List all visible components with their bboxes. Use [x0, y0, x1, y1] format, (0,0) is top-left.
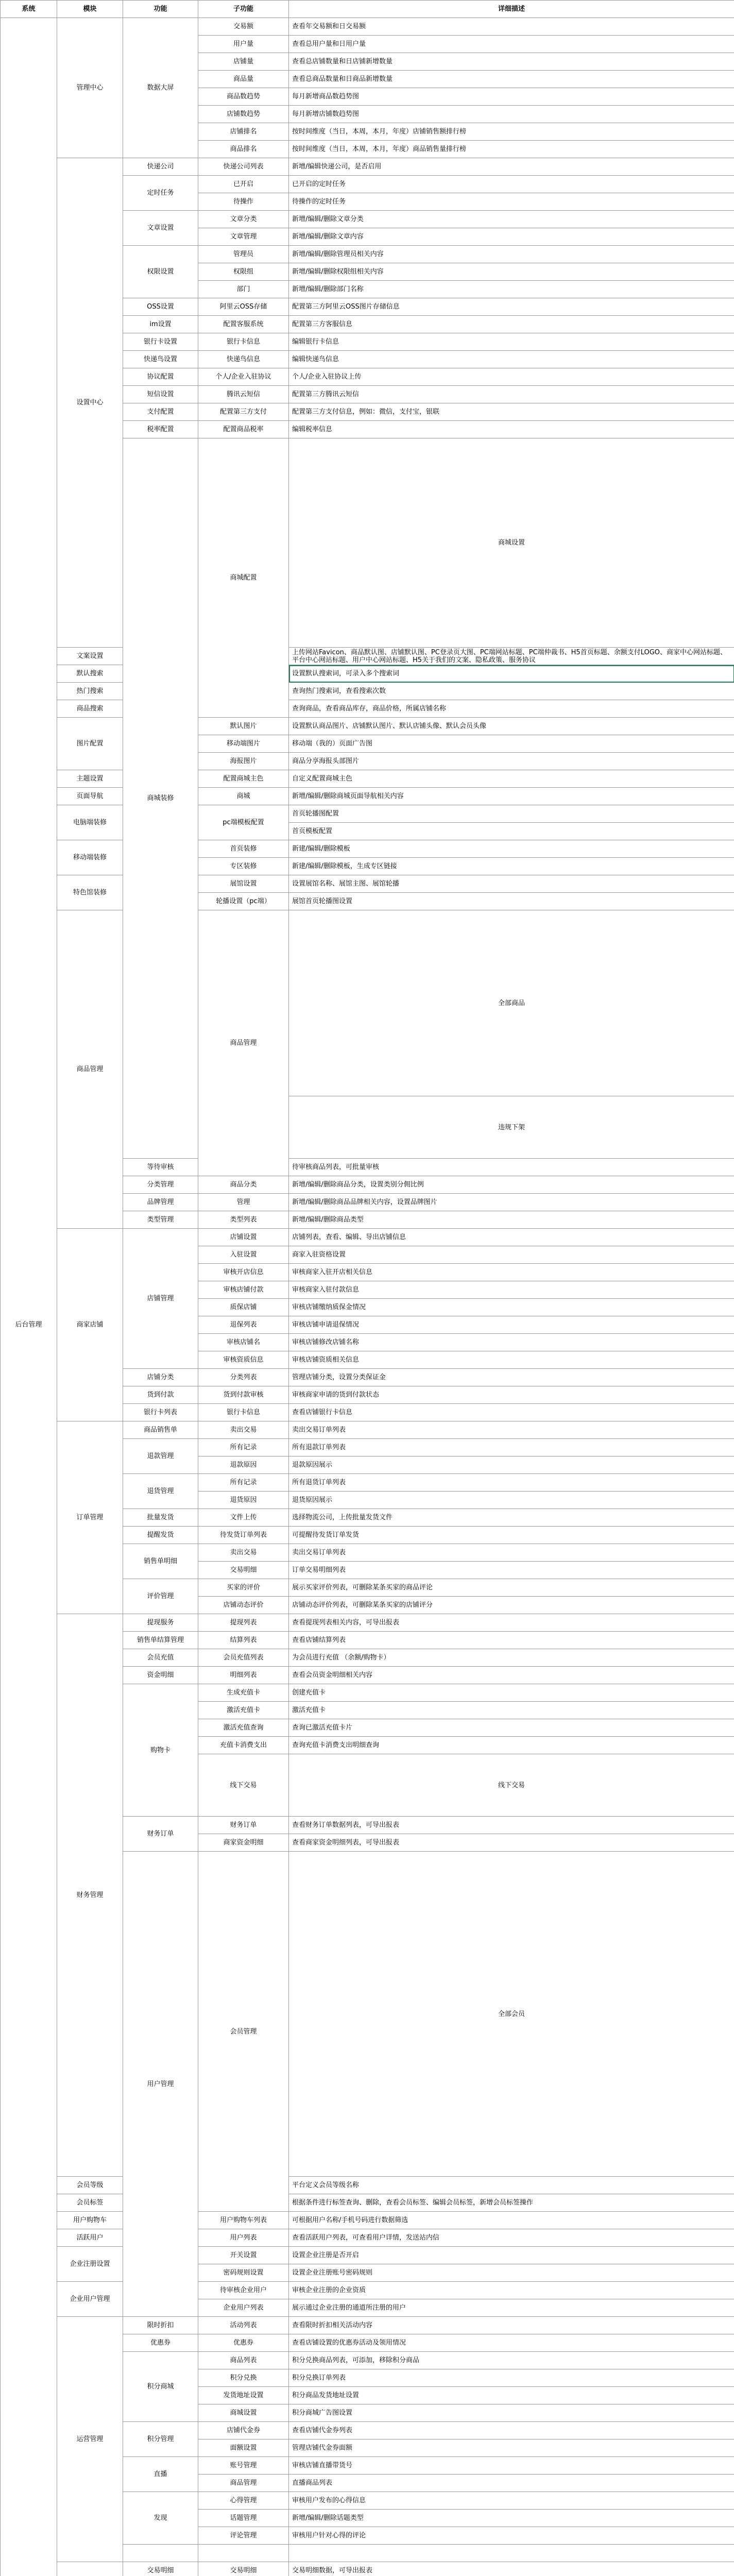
description-cell[interactable]: 查看会员资金明细相关内容 [289, 1667, 734, 1684]
subfunction-cell[interactable]: 管理员 [198, 246, 289, 263]
function-cell[interactable]: 图片配置 [57, 718, 123, 770]
function-cell[interactable]: 税率配置 [123, 421, 198, 438]
description-cell[interactable]: 查询充值卡消费支出明细查询 [289, 1737, 734, 1754]
description-cell[interactable]: 新增/编辑快递公司，是否启用 [289, 158, 734, 176]
description-cell[interactable]: 首页轮播图配置 [289, 805, 734, 823]
description-cell[interactable]: 积分商品发货地址设置 [289, 2387, 734, 2404]
description-cell[interactable]: 退货原因展示 [289, 1492, 734, 1509]
description-cell[interactable]: 查看限时折扣相关活动内容 [289, 2317, 734, 2334]
subfunction-cell[interactable]: 用户列表 [198, 2229, 289, 2247]
header-row [1, 1, 734, 18]
description-cell[interactable]: 可提醒待发货订单发货 [289, 1527, 734, 1544]
table-row [1, 770, 734, 788]
subfunction-cell[interactable]: 银行卡信息 [198, 1404, 289, 1421]
subfunction-cell[interactable]: 待操作 [198, 193, 289, 211]
description-cell[interactable]: 自定义配置商城主色 [289, 770, 734, 788]
table-row [1, 2212, 734, 2229]
description-cell[interactable]: 移动端（我的）页面广告图 [289, 735, 734, 753]
subfunction-cell[interactable]: 等待审核 [123, 1159, 198, 1176]
subfunction-cell[interactable]: 明细列表 [198, 1667, 289, 1684]
function-cell[interactable]: 数据大屏 [123, 18, 198, 158]
subfunction-cell[interactable]: 文件上传 [198, 1509, 289, 1527]
description-cell[interactable]: 设置展馆名称、展馆主图、展馆轮播 [289, 875, 734, 893]
table-row [1, 718, 734, 735]
description-cell[interactable]: 个人/企业入驻协议上传 [289, 368, 734, 386]
subfunction-cell[interactable]: 退保列表 [198, 1316, 289, 1334]
function-cell[interactable]: 发现 [123, 2492, 198, 2545]
module-cell[interactable]: 运营管理 [57, 2317, 123, 2562]
function-cell[interactable]: 活跃用户 [57, 2229, 123, 2247]
subfunction-cell[interactable]: 财务订单 [198, 1817, 289, 1834]
function-cell[interactable]: 店铺管理 [123, 1229, 198, 1369]
description-cell[interactable]: 按时间维度（当日，本周，本月，年度）商品销售量排行榜 [289, 141, 734, 158]
module-cell[interactable]: 财务管理 [57, 1614, 123, 2177]
subfunction-cell[interactable]: 质保店铺 [198, 1299, 289, 1316]
subfunction-cell[interactable]: 默认图片 [198, 718, 289, 735]
function-cell[interactable]: 电脑端装修 [57, 805, 123, 840]
subfunction-cell[interactable]: 腾讯云短信 [198, 386, 289, 403]
subfunction-cell[interactable]: 活动列表 [198, 2317, 289, 2334]
subfunction-cell[interactable]: 激活充值卡 [198, 1702, 289, 1719]
description-cell[interactable]: 每月新增店铺数趋势图 [289, 106, 734, 123]
module-cell[interactable]: 设置中心 [57, 158, 123, 648]
subfunction-cell[interactable]: 线下交易 [289, 1754, 734, 1817]
description-cell[interactable] [289, 2545, 734, 2562]
subfunction-cell[interactable]: 店铺设置 [198, 1229, 289, 1246]
table-row [1, 683, 734, 700]
description-cell[interactable]: 设置企业注册是否开启 [289, 2247, 734, 2264]
description-cell[interactable]: 编辑快递鸟信息 [289, 351, 734, 368]
description-cell[interactable]: 管理店铺分类，设置分类保证金 [289, 1369, 734, 1386]
function-cell[interactable]: 企业注册设置 [57, 2247, 123, 2282]
header-system[interactable]: 系统 [1, 1, 57, 18]
subfunction-cell[interactable]: 文章管理 [198, 228, 289, 246]
subfunction-cell[interactable]: 默认搜索 [57, 665, 123, 683]
description-cell[interactable]: 查询热门搜索词，查看搜索次数 [289, 683, 734, 700]
function-cell[interactable]: 支付配置 [123, 403, 198, 421]
table-row [1, 875, 734, 893]
header-module[interactable]: 模块 [57, 1, 123, 18]
header-subfunction[interactable]: 子功能 [198, 1, 289, 18]
table-row [1, 805, 734, 823]
description-cell[interactable]: 设置默认商品图片、店铺默认图片、默认店铺头像、默认会员头像 [289, 718, 734, 735]
system-cell[interactable]: 后台管理 [1, 18, 57, 2576]
subfunction-cell[interactable]: 会员充值列表 [198, 1649, 289, 1667]
description-cell[interactable]: 新增/编辑/删除权限组相关内容 [289, 263, 734, 281]
description-cell[interactable]: 配置第三方腾讯云短信 [289, 386, 734, 403]
function-cell[interactable]: 货到付款 [123, 1386, 198, 1404]
description-cell[interactable]: 查询已激活充值卡片 [289, 1719, 734, 1737]
table-row [1, 910, 734, 1096]
function-cell[interactable]: 销售单明细 [123, 1544, 198, 1579]
subfunction-cell[interactable]: 移动端图片 [198, 735, 289, 753]
function-cell[interactable]: 退货管理 [123, 1474, 198, 1509]
function-cell[interactable]: 限时折扣 [123, 2317, 198, 2334]
description-cell[interactable]: 新增/编辑/删除商城页面导航相关内容 [289, 788, 734, 805]
subfunction-cell[interactable]: 违规下架 [289, 1096, 734, 1159]
table-row [1, 18, 734, 36]
subfunction-cell[interactable]: 首页装修 [198, 840, 289, 858]
subfunction-cell[interactable]: 商品列表 [198, 2352, 289, 2369]
description-cell[interactable]: 审核用户发布的心得信息 [289, 2492, 734, 2510]
function-cell[interactable]: 快递鸟设置 [123, 351, 198, 368]
description-cell[interactable]: 查看总用户量和日用户量 [289, 36, 734, 53]
description-cell[interactable]: 查看提现列表相关内容，可导出报表 [289, 1614, 734, 1632]
description-cell[interactable]: 查看店铺代金券列表 [289, 2422, 734, 2439]
subfunction-cell[interactable]: 审核资质信息 [198, 1351, 289, 1369]
subfunction-cell[interactable]: 卖出交易 [198, 1544, 289, 1562]
table-row [1, 788, 734, 805]
subfunction-cell[interactable]: 生成充值卡 [198, 1684, 289, 1702]
subfunction-cell[interactable]: 提现列表 [198, 1614, 289, 1632]
subfunction-cell[interactable]: 配置客服系统 [198, 316, 289, 333]
function-cell[interactable]: 销售单结算管理 [123, 1632, 198, 1649]
description-cell[interactable]: 每月新增商品数趋势图 [289, 88, 734, 106]
subfunction-cell[interactable]: 分类列表 [198, 1369, 289, 1386]
description-cell[interactable]: 新建/编辑/删除模板，生成专区链接 [289, 858, 734, 875]
subfunction-cell[interactable]: 面额设置 [198, 2439, 289, 2457]
subfunction-cell[interactable]: 所有记录 [198, 1474, 289, 1492]
function-cell[interactable]: 购物卡 [123, 1684, 198, 1817]
subfunction-cell[interactable]: 开关设置 [198, 2247, 289, 2264]
table-row [1, 665, 734, 683]
description-cell[interactable]: 新增/编辑/删除部门名称 [289, 281, 734, 298]
subfunction-cell[interactable]: 管理 [198, 1194, 289, 1211]
function-cell[interactable]: 交易明细 [123, 2562, 198, 2576]
subfunction-cell[interactable]: 心得管理 [198, 2492, 289, 2510]
module-cell[interactable] [57, 2562, 123, 2576]
subfunction-cell[interactable]: 海报图片 [198, 753, 289, 770]
description-cell[interactable]: 卖出交易订单列表 [289, 1421, 734, 1439]
description-cell[interactable]: 查看商家资金明细列表，可导出报表 [289, 1834, 734, 1852]
subfunction-cell[interactable]: 阿里云OSS存储 [198, 298, 289, 316]
module-cell[interactable]: 订单管理 [57, 1421, 123, 1614]
function-cell[interactable]: 商品销售单 [123, 1421, 198, 1439]
subfunction-cell[interactable]: 银行卡信息 [198, 333, 289, 351]
description-cell[interactable]: 积分兑换订单列表 [289, 2369, 734, 2387]
table-row [1, 1614, 734, 1632]
description-cell[interactable]: 查看店铺设置的优惠券活动及领用情况 [289, 2334, 734, 2352]
function-cell[interactable]: 会员管理 [198, 1852, 289, 2212]
function-cell[interactable]: 文章设置 [123, 211, 198, 246]
description-cell[interactable]: 所有退货订单列表 [289, 1474, 734, 1492]
description-cell[interactable]: 新建/编辑/删除模板 [289, 840, 734, 858]
function-cell[interactable]: OSS设置 [123, 298, 198, 316]
description-cell[interactable]: 配置第三方客服信息 [289, 316, 734, 333]
table-row [1, 2317, 734, 2334]
module-cell[interactable]: 商城装修 [123, 438, 198, 1159]
function-cell[interactable]: 商城配置 [198, 438, 289, 718]
subfunction-cell[interactable]: pc端模板配置 [198, 805, 289, 840]
subfunction-cell[interactable]: 个人/企业入驻协议 [198, 368, 289, 386]
table-row [1, 2282, 734, 2299]
description-cell[interactable]: 查看总商品数量和日商品新增数量 [289, 71, 734, 88]
description-cell[interactable]: 查看店铺银行卡信息 [289, 1404, 734, 1421]
subfunction-cell[interactable]: 企业用户列表 [198, 2299, 289, 2317]
subfunction-cell[interactable]: 积分兑换 [198, 2369, 289, 2387]
description-cell[interactable]: 退款原因展示 [289, 1456, 734, 1474]
subfunction-cell[interactable]: 待审核企业用户 [198, 2282, 289, 2299]
description-cell-selected[interactable]: 设置默认搜索词，可录入多个搜索词 [289, 665, 734, 683]
description-cell[interactable]: 平台定义会员等级名称 [289, 2177, 734, 2194]
subfunction-cell[interactable]: 快递公司列表 [198, 158, 289, 176]
table-row [1, 1421, 734, 1439]
function-cell[interactable]: 评价管理 [123, 1579, 198, 1614]
function-cell[interactable]: im设置 [123, 316, 198, 333]
subfunction-cell[interactable]: 会员等级 [57, 2177, 123, 2194]
description-cell[interactable]: 配置第三方阿里云OSS图片存储信息 [289, 298, 734, 316]
description-cell[interactable]: 上传网站Favicon、商品默认图、店铺默认图、PC登录页大图、PC端网站标题、PC端仲裁书、H5首页标题、余额支付LOGO、商家中心网站标题、平台中心网站标题、用户中心网站标题、H5关于我们的文案、隐私政策、服务协议 [289, 648, 734, 665]
subfunction-cell[interactable]: 交易额 [198, 18, 289, 36]
description-cell[interactable]: 积分商城广告图设置 [289, 2404, 734, 2422]
subfunction-cell[interactable]: 配置商品税率 [198, 421, 289, 438]
function-cell[interactable]: 分类管理 [123, 1176, 198, 1194]
subfunction-cell[interactable]: 入驻设置 [198, 1246, 289, 1264]
subfunction-cell[interactable]: 全部商品 [289, 910, 734, 1096]
description-cell[interactable]: 查看年交易额和日交易额 [289, 18, 734, 36]
description-cell[interactable]: 为会员进行充值 （余额/购物卡） [289, 1649, 734, 1667]
header-function[interactable]: 功能 [123, 1, 198, 18]
subfunction-cell[interactable]: 待发货订单列表 [198, 1527, 289, 1544]
subfunction-cell[interactable]: 专区装修 [198, 858, 289, 875]
subfunction-cell[interactable]: 部门 [198, 281, 289, 298]
subfunction-cell[interactable]: 交易明细 [198, 1562, 289, 1579]
description-cell[interactable]: 交易明细数据，可导出报表 [289, 2562, 734, 2576]
function-cell[interactable]: 品牌管理 [123, 1194, 198, 1211]
description-cell[interactable]: 新增/编辑/删除文章内容 [289, 228, 734, 246]
description-cell[interactable]: 审核店铺资质相关信息 [289, 1351, 734, 1369]
subfunction-cell[interactable]: 文案设置 [57, 648, 123, 665]
subfunction-cell[interactable]: 审核店铺名 [198, 1334, 289, 1351]
subfunction-cell[interactable]: 文章分类 [198, 211, 289, 228]
description-cell[interactable]: 查看财务订单数据列表，可导出报表 [289, 1817, 734, 1834]
subfunction-cell[interactable]: 商品量 [198, 71, 289, 88]
description-cell[interactable]: 审核商家入驻付款信息 [289, 1281, 734, 1299]
function-cell[interactable]: 用户购物车 [57, 2212, 123, 2229]
description-cell[interactable]: 审核店铺修改店铺名称 [289, 1334, 734, 1351]
description-cell[interactable]: 管理店铺代金券面额 [289, 2439, 734, 2457]
subfunction-cell[interactable]: 商品排名 [198, 141, 289, 158]
function-cell[interactable]: 移动端装修 [57, 840, 123, 875]
header-description[interactable]: 详细描述 [289, 1, 734, 18]
description-cell[interactable]: 新增/编辑/删除商品分类，设置类别分佣比例 [289, 1176, 734, 1194]
description-cell[interactable]: 编辑税率信息 [289, 421, 734, 438]
function-cell[interactable]: 提醒发货 [123, 1527, 198, 1544]
description-cell[interactable]: 展示买家评价列表，可删除某条买家的商品评论 [289, 1579, 734, 1597]
subfunction-cell[interactable]: 优惠券 [198, 2334, 289, 2352]
subfunction-cell[interactable]: 类型列表 [198, 1211, 289, 1229]
subfunction-cell[interactable]: 商品搜索 [57, 700, 123, 718]
subfunction-cell[interactable]: 店铺动态评价 [198, 1597, 289, 1614]
description-cell[interactable]: 首页模板配置 [289, 823, 734, 840]
table-row [1, 2562, 734, 2576]
subfunction-cell[interactable]: 快递鸟信息 [198, 351, 289, 368]
description-cell[interactable]: 店铺列表，查看、编辑、导出店铺信息 [289, 1229, 734, 1246]
table-row [1, 2229, 734, 2247]
function-cell[interactable]: 积分管理 [123, 2422, 198, 2457]
description-cell[interactable]: 所有退款订单列表 [289, 1439, 734, 1456]
subfunction-cell[interactable]: 发货地址设置 [198, 2387, 289, 2404]
module-cell[interactable]: 商家店铺 [57, 1229, 123, 1421]
description-cell[interactable]: 待操作的定时任务 [289, 193, 734, 211]
table-row [1, 2194, 734, 2212]
description-cell[interactable]: 编辑银行卡信息 [289, 333, 734, 351]
subfunction-cell[interactable]: 用户购物车列表 [198, 2212, 289, 2229]
function-cell[interactable]: 批量发货 [123, 1509, 198, 1527]
description-cell[interactable]: 商家入驻资格设置 [289, 1246, 734, 1264]
table-row [1, 1229, 734, 1246]
subfunction-cell[interactable] [198, 2545, 289, 2562]
description-cell[interactable]: 商品分享海报头部图片 [289, 753, 734, 770]
subfunction-cell[interactable]: 卖出交易 [198, 1421, 289, 1439]
description-cell[interactable]: 新增/编辑/删除商品品牌相关内容，设置品牌图片 [289, 1194, 734, 1211]
subfunction-cell[interactable]: 货到付款审核 [198, 1386, 289, 1404]
subfunction-cell[interactable]: 权限组 [198, 263, 289, 281]
description-cell[interactable]: 审核店铺缴纳质保金情况 [289, 1299, 734, 1316]
description-cell[interactable]: 新增/编辑/删除文章分类 [289, 211, 734, 228]
function-cell[interactable]: 快递公司 [123, 158, 198, 176]
description-cell[interactable]: 卖出交易订单列表 [289, 1544, 734, 1562]
description-cell[interactable]: 审核店铺申请退保情况 [289, 1316, 734, 1334]
description-cell[interactable]: 激活充值卡 [289, 1702, 734, 1719]
table-row [1, 648, 734, 665]
subfunction-cell[interactable]: 已开启 [198, 176, 289, 193]
subfunction-cell[interactable]: 商品管理 [198, 2475, 289, 2492]
subfunction-cell[interactable]: 店铺量 [198, 53, 289, 71]
subfunction-cell[interactable]: 会员标签 [57, 2194, 123, 2212]
description-cell[interactable]: 待审核商品列表，可批量审核 [289, 1159, 734, 1176]
function-cell[interactable]: 商品管理 [198, 910, 289, 1176]
module-cell[interactable]: 管理中心 [57, 18, 123, 158]
subfunction-cell[interactable]: 账号管理 [198, 2457, 289, 2475]
subfunction-cell[interactable]: 全部会员 [289, 1852, 734, 2177]
table-row [1, 158, 734, 176]
subfunction-cell[interactable]: 审核开店信息 [198, 1264, 289, 1281]
description-cell[interactable]: 新增/编辑/删除商品类型 [289, 1211, 734, 1229]
subfunction-cell[interactable]: 退货原因 [198, 1492, 289, 1509]
description-cell[interactable]: 审核店铺直播带货号 [289, 2457, 734, 2475]
function-cell[interactable]: 店铺分类 [123, 1369, 198, 1386]
description-cell[interactable]: 审核商家入驻开店相关信息 [289, 1264, 734, 1281]
description-cell[interactable]: 审核用户针对心得的评论 [289, 2527, 734, 2545]
description-cell[interactable]: 查询商品，查看商品库存，商品价格，所属店铺名称 [289, 700, 734, 718]
subfunction-cell[interactable]: 交易明细 [198, 2562, 289, 2576]
function-cell[interactable]: 优惠券 [123, 2334, 198, 2352]
subfunction-cell[interactable]: 店铺数趋势 [198, 106, 289, 123]
description-cell[interactable]: 配置第三方支付信息，例如：微信，支付宝，银联 [289, 403, 734, 421]
function-cell[interactable]: 会员充值 [123, 1649, 198, 1667]
function-cell[interactable]: 银行卡列表 [123, 1404, 198, 1421]
subfunction-cell[interactable]: 商城 [198, 788, 289, 805]
subfunction-cell[interactable]: 店铺排名 [198, 123, 289, 141]
subfunction-cell[interactable]: 配置商城主色 [198, 770, 289, 788]
subfunction-cell[interactable]: 轮播设置（pc端） [198, 893, 289, 910]
table-row [1, 700, 734, 718]
description-cell[interactable]: 可根据用户名称/手机号码进行数据筛选 [289, 2212, 734, 2229]
description-cell[interactable]: 新增/编辑/删除话题类型 [289, 2510, 734, 2527]
subfunction-cell[interactable]: 退款原因 [198, 1456, 289, 1474]
function-cell[interactable]: 短信设置 [123, 386, 198, 403]
subfunction-cell[interactable]: 结算列表 [198, 1632, 289, 1649]
module-cell[interactable]: 用户管理 [123, 1852, 198, 2317]
description-cell[interactable]: 查看活跃用户列表，可查看用户详情，发送站内信 [289, 2229, 734, 2247]
description-cell[interactable]: 选择物流公司，上传批量发货文件 [289, 1509, 734, 1527]
subfunction-cell[interactable]: 商城设置 [289, 438, 734, 648]
subfunction-cell[interactable]: 买家的评价 [198, 1579, 289, 1597]
subfunction-cell[interactable]: 店铺代金券 [198, 2422, 289, 2439]
subfunction-cell[interactable]: 评论管理 [198, 2527, 289, 2545]
function-cell[interactable] [123, 2545, 198, 2562]
function-cell[interactable]: 类型管理 [123, 1211, 198, 1229]
description-cell[interactable]: 设置企业注册账号密码规则 [289, 2264, 734, 2282]
function-cell[interactable]: 提现服务 [123, 1614, 198, 1632]
description-cell[interactable]: 展馆首页轮播图设置 [289, 893, 734, 910]
module-cell[interactable]: 商品管理 [57, 910, 123, 1229]
table-row [1, 840, 734, 858]
subfunction-cell[interactable]: 商品分类 [198, 1176, 289, 1194]
subfunction-cell[interactable]: 所有记录 [198, 1439, 289, 1456]
function-cell[interactable]: 主题设置 [57, 770, 123, 788]
function-cell[interactable]: 退款管理 [123, 1439, 198, 1474]
description-cell[interactable]: 直播商品列表 [289, 2475, 734, 2492]
subfunction-cell[interactable]: 配置第三方支付 [198, 403, 289, 421]
subfunction-cell[interactable]: 商品数趋势 [198, 88, 289, 106]
subfunction-cell[interactable]: 商城设置 [198, 2404, 289, 2422]
description-cell[interactable]: 查看店铺结算列表 [289, 1632, 734, 1649]
function-cell[interactable]: 特色馆装修 [57, 875, 123, 910]
function-cell[interactable]: 页面导航 [57, 788, 123, 805]
function-cell[interactable]: 直播 [123, 2457, 198, 2492]
description-cell[interactable]: 创建充值卡 [289, 1684, 734, 1702]
subfunction-cell[interactable]: 展馆设置 [198, 875, 289, 893]
function-cell[interactable]: 积分商城 [123, 2352, 198, 2422]
subfunction-cell[interactable]: 激活充值查询 [198, 1719, 289, 1737]
subfunction-cell[interactable]: 密码规则设置 [198, 2264, 289, 2282]
description-cell[interactable]: 根据条件进行标签查询、删除，查看会员标签、编辑会员标签，新增会员标签操作 [289, 2194, 734, 2212]
description-cell[interactable]: 查看总店铺数量和日店铺新增数量 [289, 53, 734, 71]
subfunction-cell[interactable]: 审核店铺付款 [198, 1281, 289, 1299]
function-cell[interactable]: 银行卡设置 [123, 333, 198, 351]
description-cell[interactable]: 新增/编辑/删除管理员相关内容 [289, 246, 734, 263]
subfunction-cell[interactable]: 话题管理 [198, 2510, 289, 2527]
subfunction-cell[interactable]: 用户量 [198, 36, 289, 53]
description-cell[interactable]: 积分兑换商品列表，可添加，移除积分商品 [289, 2352, 734, 2369]
function-cell[interactable]: 财务订单 [123, 1817, 198, 1852]
function-cell[interactable]: 线下交易 [198, 1754, 289, 1817]
subfunction-cell[interactable]: 热门搜索 [57, 683, 123, 700]
description-cell[interactable]: 店铺动态评价列表，可删除某条买家的店铺评分 [289, 1597, 734, 1614]
table-row [1, 2247, 734, 2264]
description-cell[interactable]: 展示通过企业注册的通道所注册的用户 [289, 2299, 734, 2317]
function-cell[interactable]: 资金明细 [123, 1667, 198, 1684]
description-cell[interactable]: 审核商家申请的货到付款状态 [289, 1386, 734, 1404]
table-row [1, 2177, 734, 2194]
description-cell[interactable]: 按时间维度（当日，本周，本月，年度）店铺销售额排行榜 [289, 123, 734, 141]
function-cell[interactable]: 定时任务 [123, 176, 198, 211]
description-cell[interactable]: 订单交易明细列表 [289, 1562, 734, 1579]
function-cell[interactable]: 协议配置 [123, 368, 198, 386]
function-cell[interactable]: 企业用户管理 [57, 2282, 123, 2317]
subfunction-cell[interactable]: 商家资金明细 [198, 1834, 289, 1852]
sheet-body [1, 18, 734, 2576]
subfunction-cell[interactable]: 充值卡消费支出 [198, 1737, 289, 1754]
description-cell[interactable]: 审核企业注册的企业资质 [289, 2282, 734, 2299]
function-cell[interactable]: 权限设置 [123, 246, 198, 298]
description-cell[interactable]: 已开启的定时任务 [289, 176, 734, 193]
